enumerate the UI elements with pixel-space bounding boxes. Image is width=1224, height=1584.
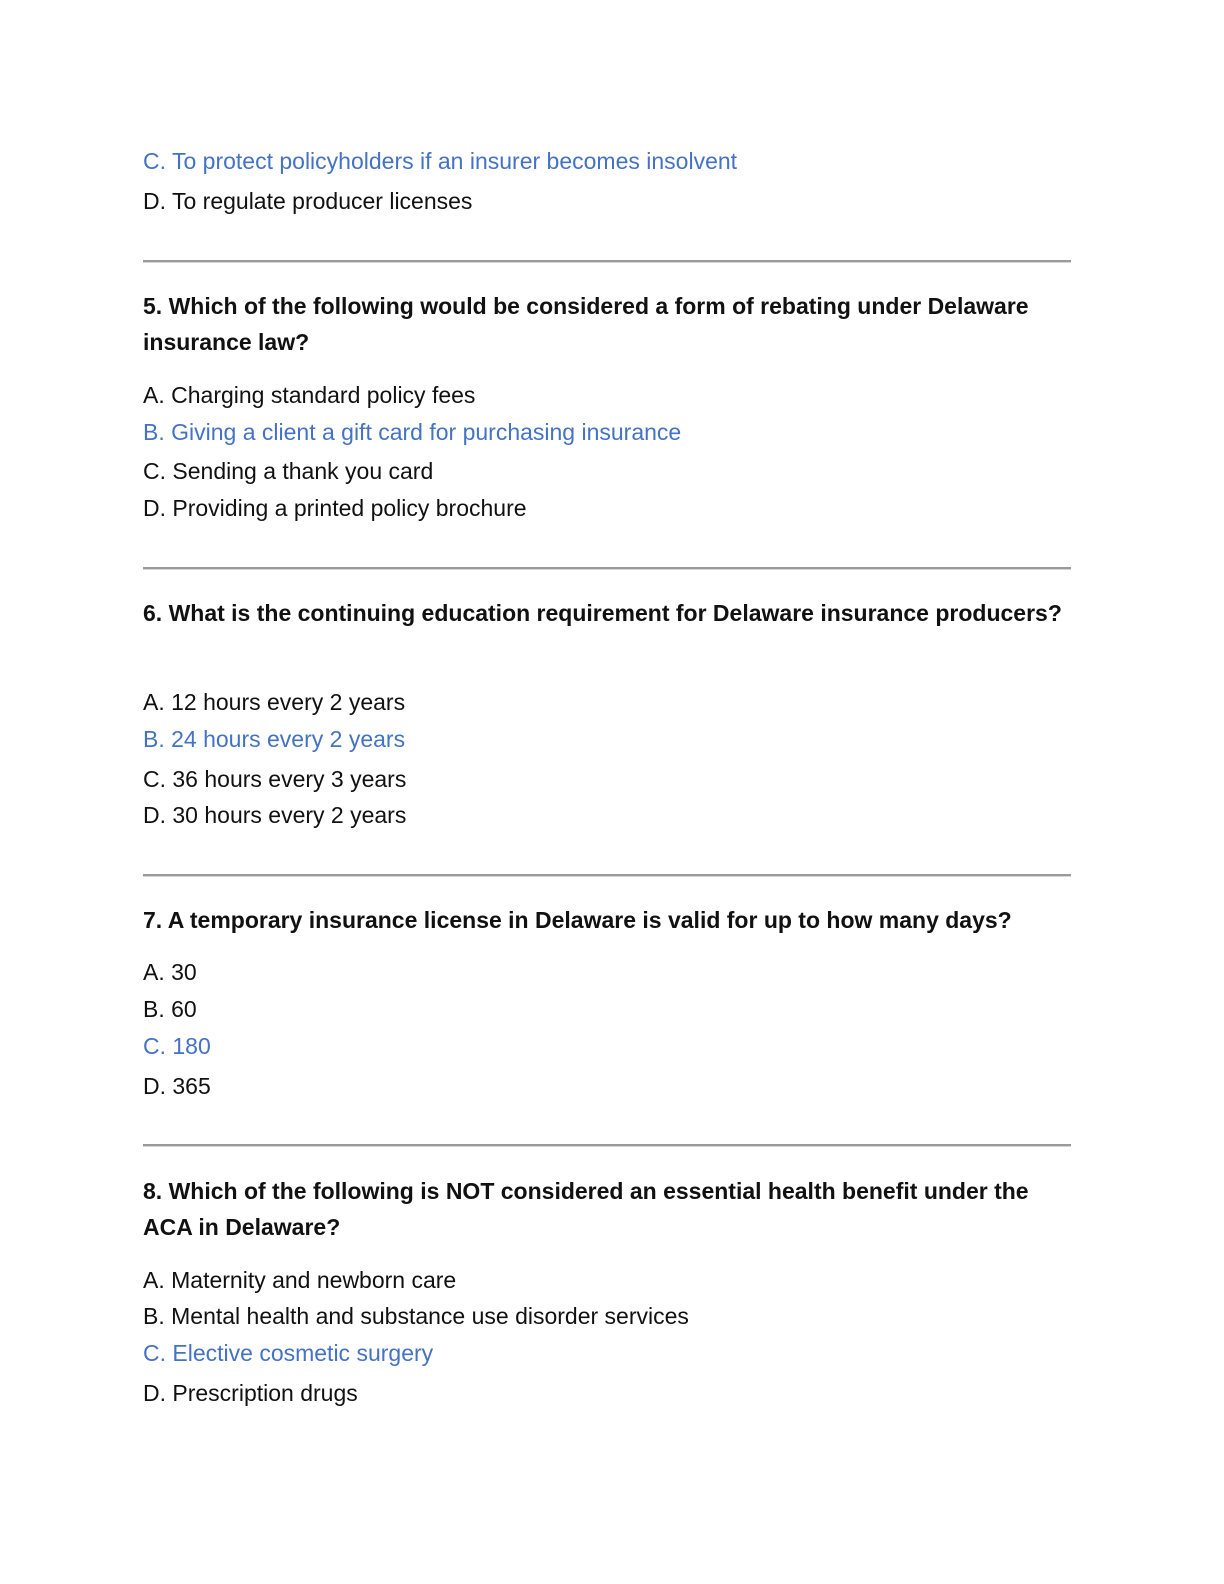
carryover-option-d: D. To regulate producer licenses bbox=[143, 188, 473, 214]
question-5-option-d: D. Providing a printed policy brochure bbox=[143, 495, 527, 521]
section-divider bbox=[143, 567, 1071, 570]
question-6-option-a: A. 12 hours every 2 years bbox=[143, 689, 406, 715]
question-7-option-a: A. 30 bbox=[143, 959, 197, 985]
question-5-option-a: A. Charging standard policy fees bbox=[143, 382, 476, 408]
section-divider bbox=[143, 260, 1071, 263]
question-8-title: 8. Which of the following is NOT considered an essential health benefit under the ACA in Delaware? bbox=[143, 1178, 1029, 1240]
question-6-option-b: B. 24 hours every 2 years bbox=[143, 726, 406, 752]
section-divider bbox=[143, 1144, 1071, 1147]
question-8-option-c: C. Elective cosmetic surgery bbox=[143, 1340, 434, 1366]
question-5-option-b: B. Giving a client a gift card for purchasing insurance bbox=[143, 419, 682, 445]
question-6-option-c: C. 36 hours every 3 years bbox=[143, 766, 407, 792]
question-7-option-c: C. 180 bbox=[143, 1033, 211, 1059]
section-divider bbox=[143, 874, 1071, 877]
question-5-option-c: C. Sending a thank you card bbox=[143, 458, 434, 484]
question-6-option-d: D. 30 hours every 2 years bbox=[143, 802, 407, 828]
question-5-title: 5. Which of the following would be considered a form of rebating under Delaware insurance law? bbox=[143, 293, 1029, 355]
carryover-option-c: C. To protect policyholders if an insurer becomes insolvent bbox=[143, 148, 738, 174]
question-7-option-d: D. 365 bbox=[143, 1073, 211, 1099]
question-8-option-a: A. Maternity and newborn care bbox=[143, 1267, 457, 1293]
question-6-title: 6. What is the continuing education requirement for Delaware insurance producers? bbox=[143, 600, 1062, 626]
question-7-option-b: B. 60 bbox=[143, 996, 197, 1022]
question-8-option-d: D. Prescription drugs bbox=[143, 1380, 358, 1406]
question-8-option-b: B. Mental health and substance use disorder services bbox=[143, 1303, 689, 1329]
question-7-title: 7. A temporary insurance license in Delaware is valid for up to how many days? bbox=[143, 907, 1012, 933]
